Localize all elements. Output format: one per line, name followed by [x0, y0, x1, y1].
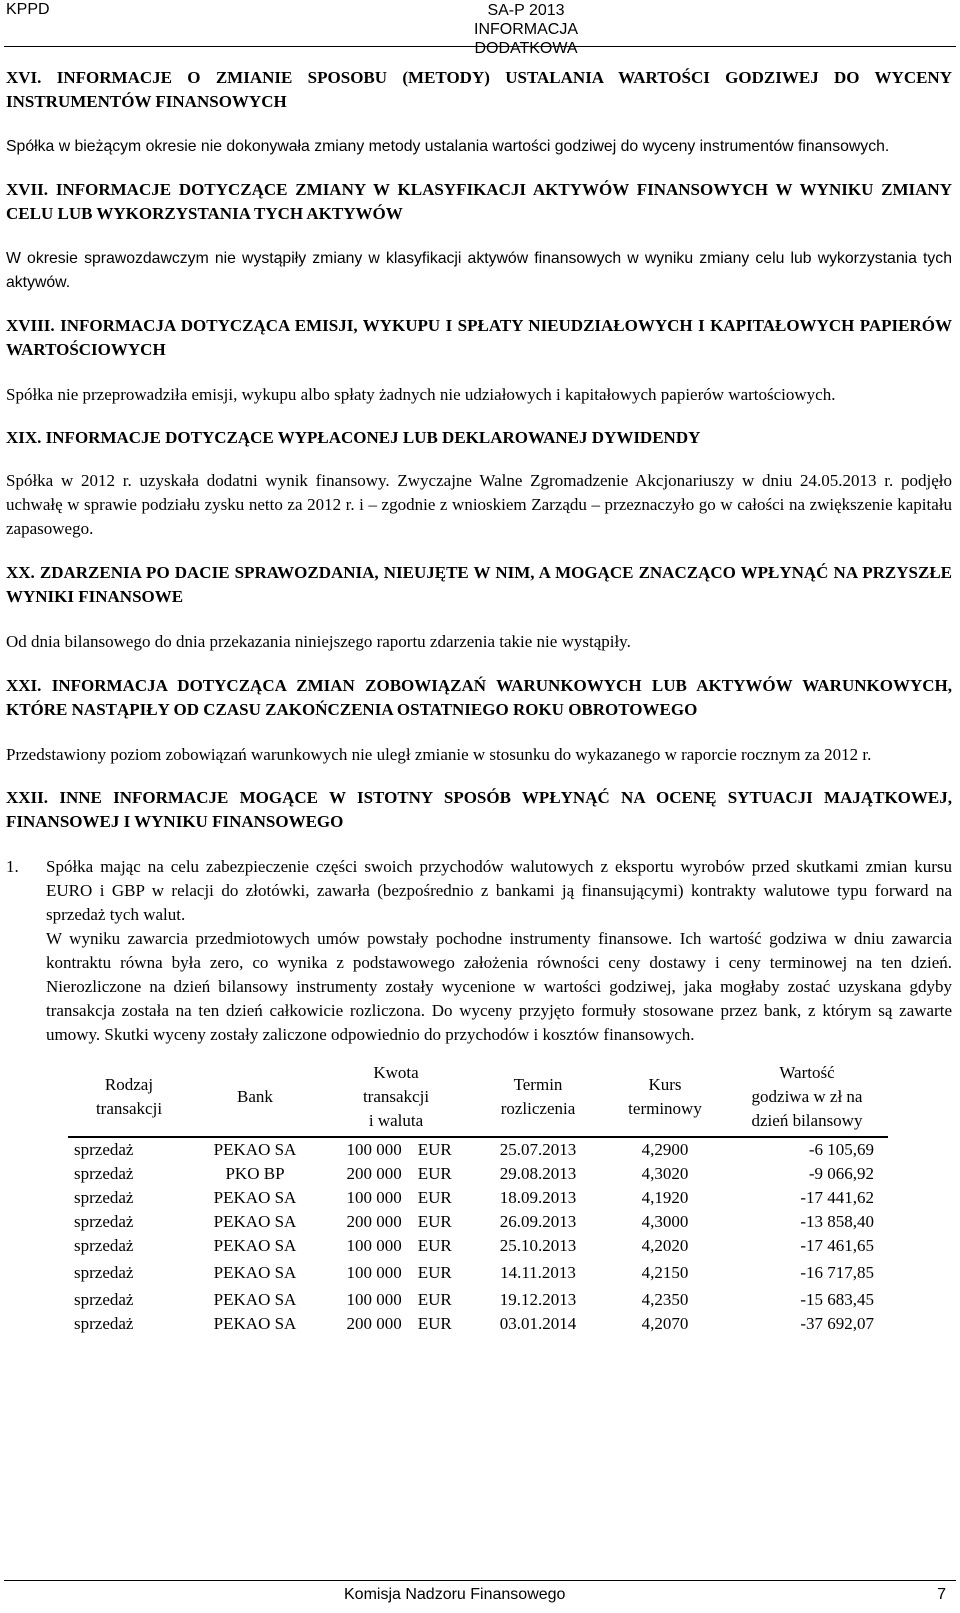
table-cell: sprzedaż	[74, 1290, 134, 1309]
table-cell: -13 858,40	[800, 1212, 874, 1231]
table-header-cell	[472, 1061, 604, 1137]
table-cell: EUR	[417, 1140, 452, 1159]
section-xx-title: XX. ZDARZENIA PO DACIE SPRAWOZDANIA, NIEUJĘTE W NIM, A MOGĄCE ZNACZĄCO WPŁYNĄĆ NA PRZYSZŁE WYNIKI FINANSOWE	[6, 563, 952, 606]
table-cell: 100 000	[346, 1140, 402, 1159]
document-body	[6, 66, 952, 1336]
table-cell: PEKAO SA	[213, 1140, 297, 1159]
table-body	[68, 1137, 888, 1336]
table-cell: 100 000	[346, 1236, 402, 1255]
table-cell: PEKAO SA	[213, 1290, 297, 1309]
table-header-line: transakcji	[362, 1087, 430, 1106]
section-xvi-title: XVI. INFORMACJE O ZMIANIE SPOSOBU (METODY) USTALANIA WARTOŚCI GODZIWEJ DO WYCENY INSTRUMENTÓW FINANSOWYCH	[6, 68, 952, 111]
table-header-line: Bank	[237, 1087, 273, 1106]
table-cell: 4,2350	[641, 1290, 689, 1309]
table-header-cell	[320, 1061, 472, 1137]
section-xix-title: XIX. INFORMACJE DOTYCZĄCE WYPŁACONEJ LUB DEKLAROWANEJ DYWIDENDY	[6, 428, 701, 447]
table-cell: 4,3000	[641, 1212, 689, 1231]
header-company: KPPD	[6, 1, 50, 18]
table-row	[68, 1162, 888, 1186]
table-cell: EUR	[417, 1290, 452, 1309]
table-cell: PEKAO SA	[213, 1314, 297, 1333]
page-header	[0, 0, 960, 57]
table-header-row	[68, 1061, 888, 1137]
header-report-title	[436, 1, 616, 58]
section-xviii-title: XVIII. INFORMACJA DOTYCZĄCA EMISJI, WYKUPU I SPŁATY NIEUDZIAŁOWYCH I KAPITAŁOWYCH PAPIERÓW WARTOŚCIOWYCH	[6, 316, 952, 359]
table-row	[68, 1258, 888, 1288]
table-cell: EUR	[417, 1164, 452, 1183]
table-header-line: Kurs	[648, 1075, 682, 1094]
table-header-line: Kwota	[373, 1063, 419, 1082]
table-cell: 100 000	[346, 1290, 402, 1309]
table-cell: 4,2150	[641, 1263, 689, 1282]
section-xxii-paragraph-2: W wyniku zawarcia przedmiotowych umów powstały pochodne instrumenty finansowe. Ich wartość godziwa w dniu zawarcia kontraktu równa była zero, co wynika z podstawowego założenia równości ceny dostawy i ceny terminowej na ten dzień. Nierozliczone na dzień bilansowy instrumenty zostały wycenione w wartości godziwej, jaka mogłaby zostać uzyskana gdyby transakcja została na ten dzień całkowicie rozliczona. Do wyceny przyjęto formuły stosowane przez bank, z którym są zawarte umowy. Skutki wyceny zostały zaliczone odpowiednio do przychodów i kosztów finansowych.	[46, 929, 952, 1044]
table-cell: 200 000	[346, 1164, 402, 1183]
table-cell: 29.08.2013	[499, 1164, 577, 1183]
table-cell: EUR	[417, 1188, 452, 1207]
header-report-code: SA-P 2013	[487, 2, 565, 19]
forward-contracts-table	[68, 1061, 888, 1336]
table-header-line: godziwa w zł na	[751, 1087, 863, 1106]
table-header-line: Rodzaj	[104, 1075, 154, 1094]
table-cell: EUR	[417, 1263, 452, 1282]
table-cell: -17 461,65	[800, 1236, 874, 1255]
table-cell: PEKAO SA	[213, 1212, 297, 1231]
table-header-line: Termin	[513, 1075, 563, 1094]
table-header-line: dzień bilansowy	[751, 1111, 863, 1130]
table-cell: PKO BP	[225, 1164, 285, 1183]
section-xix-text: Spółka w 2012 r. uzyskała dodatni wynik finansowy. Zwyczajne Walne Zgromadzenie Akcjonariuszy w dniu 24.05.2013 r. podjęło uchwałę w sprawie podziału zysku netto za 2012 r. i – zgodnie z wnioskiem Zarządu – przeznaczyło go w całości na zwiększenie kapitału zapasowego.	[6, 471, 952, 538]
page-number: 7	[937, 1586, 946, 1603]
table-cell: PEKAO SA	[213, 1188, 297, 1207]
table-cell: sprzedaż	[74, 1140, 134, 1159]
table-cell: sprzedaż	[74, 1236, 134, 1255]
table-header-line: terminowy	[628, 1099, 702, 1118]
table-cell: 26.09.2013	[499, 1212, 577, 1231]
table-cell: 4,3020	[641, 1164, 689, 1183]
table-header-line: i waluta	[368, 1111, 424, 1130]
table-cell: PEKAO SA	[213, 1263, 297, 1282]
section-xvii-text: W okresie sprawozdawczym nie wystąpiły zmiany w klasyfikacji aktywów finansowych w wyniku zmiany celu lub wykorzystania tych aktywów.	[6, 250, 952, 291]
footer-rule	[4, 1580, 956, 1581]
table-header-cell	[726, 1061, 888, 1137]
table-cell: -9 066,92	[808, 1164, 874, 1183]
table-cell: sprzedaż	[74, 1164, 134, 1183]
table-cell: 4,1920	[641, 1188, 689, 1207]
table-cell: EUR	[417, 1236, 452, 1255]
table-cell: sprzedaż	[74, 1188, 134, 1207]
table-cell: sprzedaż	[74, 1314, 134, 1333]
table-row	[68, 1137, 888, 1162]
table-cell: 03.01.2014	[499, 1314, 577, 1333]
table-cell: EUR	[417, 1314, 452, 1333]
header-rule	[4, 46, 956, 47]
table-cell: EUR	[417, 1212, 452, 1231]
table-cell: 25.10.2013	[499, 1236, 577, 1255]
table-cell: 25.07.2013	[499, 1140, 577, 1159]
table-header-line: Wartość	[779, 1063, 835, 1082]
table-cell: sprzedaż	[74, 1263, 134, 1282]
table-row	[68, 1186, 888, 1210]
table-header-line: transakcji	[95, 1099, 163, 1118]
table-header-line: rozliczenia	[500, 1099, 576, 1118]
table-cell: 4,2020	[641, 1236, 689, 1255]
table-cell: 4,2900	[641, 1140, 689, 1159]
table-row	[68, 1234, 888, 1258]
table-cell: -15 683,45	[800, 1290, 874, 1309]
table-cell: 100 000	[346, 1188, 402, 1207]
table-cell: 19.12.2013	[499, 1290, 577, 1309]
table-header-cell	[604, 1061, 726, 1137]
table-cell: 200 000	[346, 1314, 402, 1333]
table-cell: 100 000	[346, 1263, 402, 1282]
table-cell: -16 717,85	[800, 1263, 874, 1282]
table-cell: sprzedaż	[74, 1212, 134, 1231]
table-row	[68, 1312, 888, 1336]
table-cell: PEKAO SA	[213, 1236, 297, 1255]
section-xxi-title: XXI. INFORMACJA DOTYCZĄCA ZMIAN ZOBOWIĄZAŃ WARUNKOWYCH LUB AKTYWÓW WARUNKOWYCH, KTÓRE NASTĄPIŁY OD CZASU ZAKOŃCZENIA OSTATNIEGO ROKU OBROTOWEGO	[6, 676, 952, 719]
section-xxii-title: XXII. INNE INFORMACJE MOGĄCE W ISTOTNY SPOSÓB WPŁYNĄĆ NA OCENĘ SYTUACJI MAJĄTKOWEJ, FINANSOWEJ I WYNIKU FINANSOWEGO	[6, 788, 952, 831]
table-cell: 4,2070	[641, 1314, 689, 1333]
table-cell: 18.09.2013	[499, 1188, 577, 1207]
table-cell: 200 000	[346, 1212, 402, 1231]
section-xvi-text: Spółka w bieżącym okresie nie dokonywała zmiany metody ustalania wartości godziwej do wyceny instrumentów finansowych.	[6, 138, 890, 155]
table-row	[68, 1210, 888, 1234]
table-row	[68, 1288, 888, 1312]
list-item-number: 1.	[6, 857, 19, 876]
header-report-section: INFORMACJA DODATKOWA	[474, 21, 578, 57]
table-cell: -17 441,62	[800, 1188, 874, 1207]
section-xx-text: Od dnia bilansowego do dnia przekazania niniejszego raportu zdarzenia takie nie wystąpiły.	[6, 632, 631, 651]
table-cell: -6 105,69	[808, 1140, 874, 1159]
table-header-cell	[68, 1061, 190, 1137]
table-cell: -37 692,07	[800, 1314, 874, 1333]
table-cell: 14.11.2013	[500, 1263, 576, 1282]
section-xvii-title: XVII. INFORMACJE DOTYCZĄCE ZMIANY W KLASYFIKACJI AKTYWÓW FINANSOWYCH W WYNIKU ZMIANY CELU LUB WYKORZYSTANIA TYCH AKTYWÓW	[6, 180, 952, 223]
section-xxii-paragraph-1: Spółka mając na celu zabezpieczenie części swoich przychodów walutowych z eksportu wyrobów przed skutkami zmian kursu EURO i GBP w relacji do złotówki, zawarła (bezpośrednio z bankami ją finansującymi) kontrakty walutowe typu forward na sprzedaż tych walut.	[46, 857, 952, 924]
section-xxi-text: Przedstawiony poziom zobowiązań warunkowych nie uległ zmianie w stosunku do wykazanego w raporcie rocznym za 2012 r.	[6, 745, 872, 764]
section-xviii-text: Spółka nie przeprowadziła emisji, wykupu albo spłaty żadnych nie udziałowych i kapitałowych papierów wartościowych.	[6, 385, 836, 404]
table-header-cell	[190, 1061, 320, 1137]
section-xxii-item-1	[6, 855, 952, 1047]
footer-organization: Komisja Nadzoru Finansowego	[344, 1586, 566, 1603]
